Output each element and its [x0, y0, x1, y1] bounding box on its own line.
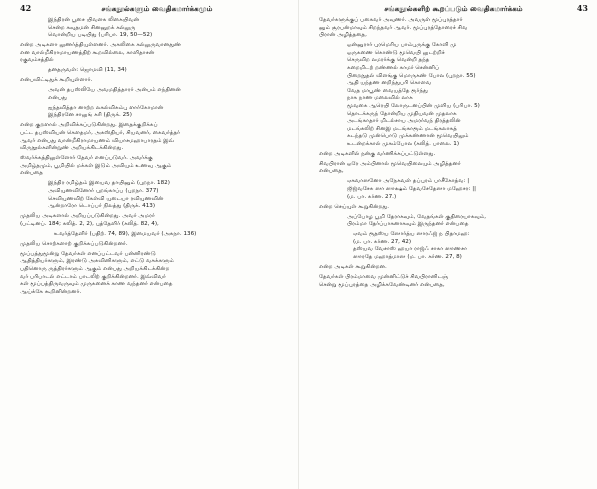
- text-line: ஏவம் ரூதஸ்ய ஸோர்த்ய ஸாரஃஜ் ந பிதாமஹ:: [353, 231, 470, 238]
- text-line: அவியுணவினோர் புறங்காப்ப (புறநா. 377): [48, 188, 159, 194]
- text-line: (ம. பா. கர்ண. 27, 42): [353, 238, 412, 245]
- text-line: என்ற குறளால் அறிவிக்கப்படுகின்றது. இதைக்குறிக்கப்: [20, 122, 158, 129]
- text-line: சிவபிரான் ஒரே அம்பினால் மூவெயிலையும் அழித்தனர்: [319, 160, 461, 167]
- left-page-header: [20, 5, 294, 17]
- prose-paragraph: [20, 155, 294, 178]
- text-line: தேவர்களுக்குப் பகைவர் அவுணர். அவருள் மூப்புரத்தார்: [319, 17, 463, 23]
- quoted-verse: [319, 178, 588, 201]
- text-line: சென்ற கவுதமன் சினனுறக் கல்லுரு: [48, 24, 136, 31]
- text-line: பட்ட தபஸ்வியன் கௌதமர், அகஸ்தியர், சியவனர், கைவர்த்தர்: [20, 130, 181, 137]
- right-page-header: [319, 5, 588, 17]
- right-page-text: [319, 17, 588, 289]
- text-line: விருநூல்களின்றுண் அறியக்கிடக்கின்றது.: [20, 145, 124, 152]
- left-page-text: [20, 17, 294, 296]
- text-line: என்பது: [48, 94, 67, 101]
- text-line: ஸ்வர்க்கத்திலுள்ளோர் தேவர் எனப்படுவர். அவர்க்கு: [20, 155, 153, 162]
- text-line: ஆன்றாரோ டொப்பர் நிலத்து (திருக். 413): [48, 203, 156, 210]
- text-line: னும் சூரபன்மாவும் சிறந்தவர் ஆவர். மூப்புரத்தோரைச் சிவ: [319, 24, 468, 31]
- text-line: என்பதை,: [319, 168, 344, 175]
- text-line: அமிழ்தமும், பூமியில் மக்கள் இடும் அவியும் உணவு ஆகும்: [20, 162, 172, 169]
- quoted-verse: [319, 231, 588, 261]
- text-line: என்ற அடிகளா லுணர்த்தியுள்ளனர். அகலிகை கல்லுருவானதுண்: [20, 42, 182, 49]
- prose-paragraph: [20, 122, 294, 152]
- text-line: ஒருகணை கொண்டு மூவெயி லுடற்றிச்: [347, 49, 445, 56]
- quoted-verse: [20, 17, 294, 40]
- text-line: அவன் தபஸ்லியே அவமதித்தாரர் அன்பம் எந்தினன்: [48, 87, 181, 94]
- text-line: பிரம்மா தேர்ப்பாகனாகவும் இருந்தனர் என்பதை: [347, 221, 469, 228]
- prose-paragraph: [20, 241, 294, 249]
- text-line: என்பவிட்டிதுக் கூறியுள்ளார்.: [20, 77, 93, 84]
- prose-paragraph: [319, 161, 588, 176]
- right-running-title: சங்கநூல்களிற் கூறப்படும் வைதிகமார்க்கம்: [384, 4, 523, 13]
- text-line: ஆதி யந்தண னறிந்துபரி கொளவ: [347, 80, 432, 87]
- quoted-verse: [319, 214, 588, 229]
- text-line: (பட்டினப். 184; கலித். 2, 2), புத்தேளிர் (கலித். 82, 4),: [20, 220, 159, 227]
- quoted-verse: [319, 42, 588, 148]
- text-line: நாக நாண மலைவில் லாக: [347, 95, 413, 102]
- text-line: முதலிய சொற்களாற் குறிக்கப்படுகின்றனர்.: [20, 240, 128, 247]
- text-line: செவியுணவிற் கேள்வி யுடையா ரவியுணவின்: [48, 195, 164, 202]
- text-line: வொன்றிய படியிது (பரிபா. 19, 50—52): [48, 32, 153, 39]
- text-line: தஸ்யவ வேசாஸ் ஹயா ராஜ்ஃ சாகா ஸாணசா: [353, 246, 468, 253]
- left-running-title: சங்கநூல்களும் வைதிகமார்க்கமும்: [101, 4, 213, 13]
- text-line: ஏகவாஸனோ அநேகவள் தப்புரம் பாசீகோத்வ: |: [347, 178, 470, 185]
- text-line: என்ற அடிகளில் நன்கு வர்ணிக்கப்பட்டுள்ளது.: [319, 150, 436, 157]
- text-line: அப்போழ பூமி தேராகவும், வேதங்கள் குதிரையாகவும்,: [347, 213, 487, 220]
- quoted-verse: [20, 180, 294, 210]
- prose-paragraph: [20, 251, 294, 297]
- text-line: ஆதித்தியர்களும், இரண்டு அசுவினிகளும், எட்டு வசுக்களும்: [20, 258, 174, 265]
- text-line: கள் மூப்பத்திருவருவும் முருகனைக் காண வந்தனர் என்பதை: [20, 281, 173, 288]
- text-line: தொடக்கருந் தோன்றிய முதியவன் முதலாக: [347, 110, 457, 117]
- text-line: இந்திர ரமிழ்தம் இயைவ தாயினும் (புறநா. 182): [48, 180, 170, 187]
- text-line: ஐந்தவித்தா னாற்ற லகல்விசும்பு ளார்கோமான்: [48, 104, 164, 111]
- prose-paragraph: [20, 213, 294, 228]
- text-line: என்பதை: [20, 170, 43, 177]
- prose-paragraph: [319, 264, 588, 272]
- text-line: மூப்பத்துமூன்று தேவர்கள் எனப்பட்டவர் பன்னிரண்டு: [20, 250, 156, 257]
- text-line: என்ற அடிகள் கூறுகின்றன.: [319, 263, 387, 270]
- prose-paragraph: [20, 42, 294, 65]
- left-page: [0, 0, 298, 489]
- left-page-number: 42: [20, 3, 32, 13]
- text-line: மூவகை ஆரெயி லோருடனப்பின் முளிய (பரிபா. 5): [347, 102, 480, 109]
- text-line: என வால்மீகிராமாயணத்திற் கூறவில்லை, காளிதாசன்: [20, 49, 155, 56]
- text-line: கடந்தடு முன்பொடு முக்கண்ணான் மூவெயிலும்: [347, 133, 469, 140]
- text-line: ரகுவம்சத்தில்: [20, 57, 54, 64]
- text-line: ஸாரதே மஹாத்மாஸ (ம. பா. கர்ண. 27, 8): [353, 253, 462, 260]
- quoted-verse: [20, 67, 294, 75]
- quoted-verse: [20, 87, 294, 102]
- quoted-verse: [20, 105, 294, 120]
- right-page-number: 43: [576, 3, 588, 13]
- prose-paragraph: [20, 77, 294, 85]
- prose-paragraph: [319, 204, 588, 212]
- text-line: சென்று மூப்புரத்தை அழிக்கவேண்டினர் என்பதை,: [319, 281, 445, 288]
- text-line: ஆவர் என்பது வான்மீகிராமாயணம் வியாசமஹாபாரதம் இவ்: [20, 137, 175, 144]
- text-line: தனதருவள்: ஜொமவி (11, 34): [48, 67, 127, 74]
- text-line: பிரான் அழித்ததை,: [319, 32, 367, 39]
- text-line: உவர்த்தேளிர் (பதிற். 74, 89), இமையவர் (அகநா. 136): [54, 230, 197, 237]
- prose-paragraph: [319, 274, 588, 289]
- text-line: மடங்கலிற் சினஇ மடங்காரூம் மடங்கலாகத்: [347, 125, 457, 132]
- text-line: (ம. பா. கர்ண. 27.): [347, 193, 397, 200]
- text-line: என்ற செய்யுள் கூறுகின்றது.: [319, 203, 389, 210]
- text-line: கறைமிடற் றண்ணல் காமர் சென்னிப்: [347, 64, 440, 71]
- prose-paragraph: [319, 151, 588, 159]
- text-line: ஒன்னுரார் புரமெரிய பாம்புருக்கு கோளி மு: [347, 42, 457, 49]
- prose-paragraph: [319, 17, 588, 40]
- text-line: பதினொரு ருத்திரர்களும் ஆகும் என்பது அறியக்கிடக்கின்ற: [20, 265, 170, 272]
- text-line: தேவர்கள் பிரம்மாவை முன்னிட்டுச் சிவபிரானிடஞ்: [319, 273, 449, 280]
- text-line: செருவிற லமரர்க்கு வென்றி தந்த: [347, 57, 430, 64]
- text-line: ஆய்க்கே கூறினின்றனர்.: [20, 288, 82, 295]
- text-line: ஜிஜ்வசேசு ஸா ஸாக்ஷம் தேவசேதேஸா மஹேசர: ||: [347, 186, 477, 193]
- text-line: அடங்காதார் மிடல்சாய அமரர்வந் திரத்தலின்: [347, 118, 461, 125]
- quoted-verse: [20, 231, 294, 239]
- text-line: வர் பரிபாடல் எட்டாம் பாடலிற் குறிக்கின்றனர். இவ்விவர்: [20, 273, 166, 280]
- text-line: முதலிய அடிகளால் அறியப்படுகின்றது. அவர் அமரர்: [20, 213, 155, 220]
- text-line: இந்திரனே சாலுங் கரி (திருக். 25): [48, 112, 132, 119]
- text-line: இந்திரன் பூசை யிவளக லிகையிவன்: [48, 17, 140, 23]
- text-line: பிறைநுதல் விளங்கு மொருகண் போல (புறநா. 55): [347, 72, 476, 79]
- text-line: வேத மாபூண் வையத்தே ரூர்ந்து: [347, 87, 428, 94]
- right-page: [298, 0, 596, 489]
- text-line: உடன்றக்கால் முகம்போல (கலித். பாலை. 1): [347, 140, 460, 147]
